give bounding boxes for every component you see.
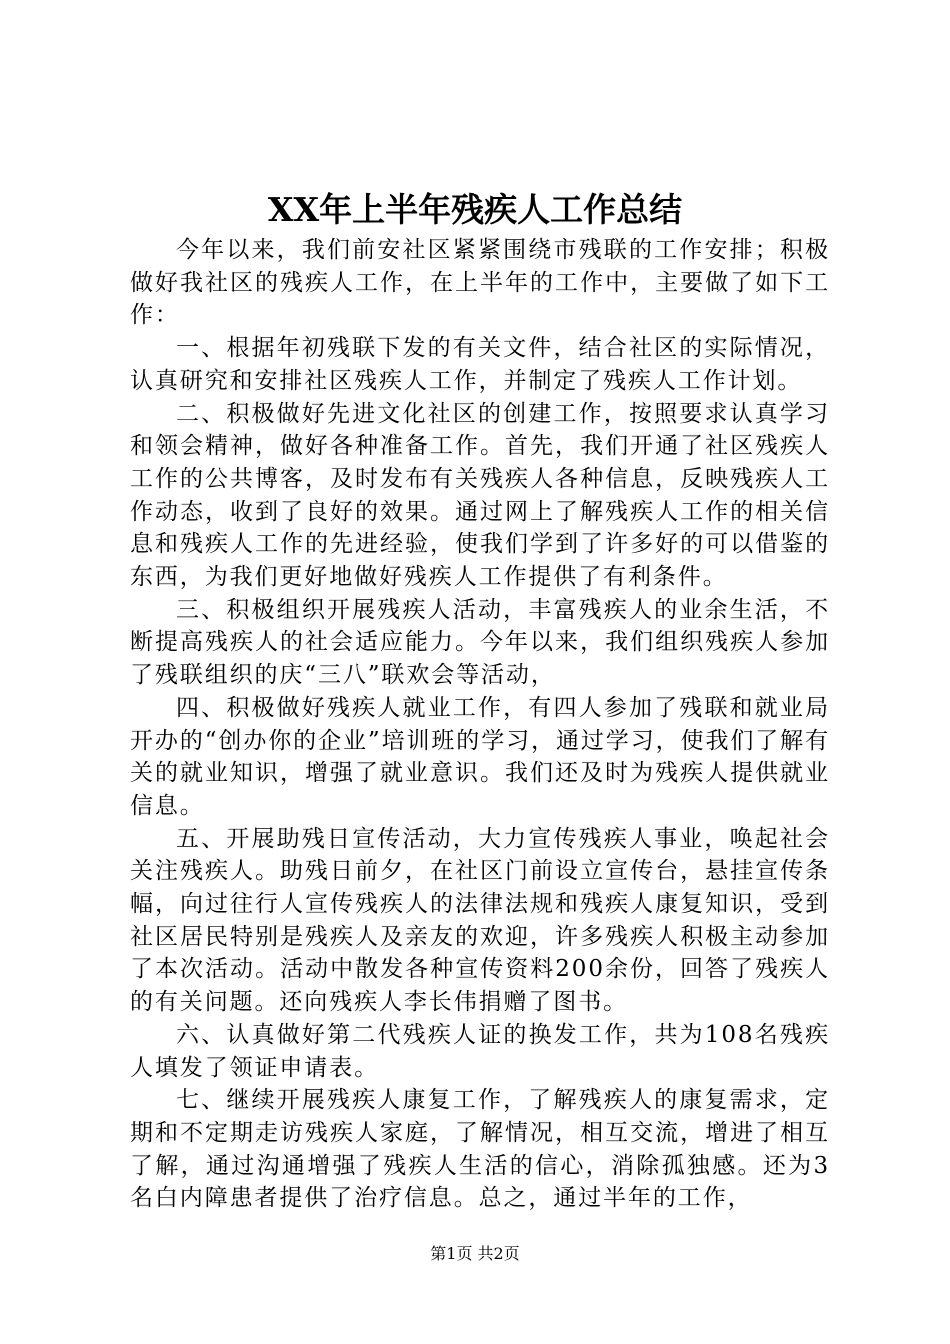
paragraph-item-5: 五、开展助残日宣传活动，大力宣传残疾人事业，唤起社会关注残疾人。助残日前夕，在社区门前设立宣传台，悬挂宣传条幅，向过往行人宣传残疾人的法律法规和残疾人康复知识，受到社区居民特别是残疾人及亲友的欢迎，许多残疾人积极主动参加了本次活动。活动中散发各种宣传资料200余份，回答了残疾人的有关问题。还向残疾人李长伟捐赠了图书。 [130, 825, 830, 1016]
page-footer: 第1页 共2页 [430, 1244, 520, 1263]
paragraph-item-7: 七、继续开展残疾人康复工作，了解残疾人的康复需求，定期和不定期走访残疾人家庭，了解情况，相互交流，增进了相互了解，通过沟通增强了残疾人生活的信心，消除孤独感。还为3名白内障患者提供了治疗信息。总之，通过半年的工作， [130, 1087, 830, 1212]
paragraph-item-3: 三、积极组织开展残疾人活动，丰富残疾人的业余生活，不断提高残疾人的社会适应能力。今年以来，我们组织残疾人参加了残联组织的庆“三八”联欢会等活动， [130, 596, 830, 689]
document-title: XX年上半年残疾人工作总结 [267, 190, 683, 229]
paragraph-item-2: 二、积极做好先进文化社区的创建工作，按照要求认真学习和领会精神，做好各种准备工作。首先，我们开通了社区残疾人工作的公共博客，及时发布有关残疾人各种信息，反映残疾人工作动态，收到了良好的效果。通过网上了解残疾人工作的相关信息和残疾人工作的先进经验，使我们学到了许多好的可以借鉴的东西，为我们更好地做好残疾人工作提供了有利条件。 [130, 400, 830, 591]
document-body [130, 234, 830, 1215]
paragraph-item-1: 一、根据年初残联下发的有关文件，结合社区的实际情况，认真研究和安排社区残疾人工作，并制定了残疾人工作计划。 [130, 335, 830, 394]
paragraph-intro: 今年以来，我们前安社区紧紧围绕市残联的工作安排；积极做好我社区的残疾人工作，在上半年的工作中，主要做了如下工作： [130, 237, 830, 329]
paragraph-item-6: 六、认真做好第二代残疾人证的换发工作，共为108名残疾人填发了领证申请表。 [130, 1021, 830, 1081]
paragraph-item-4: 四、积极做好残疾人就业工作，有四人参加了残联和就业局开办的“创办你的企业”培训班的学习，通过学习，使我们了解有关的就业知识，增强了就业意识。我们还及时为残疾人提供就业信息。 [130, 694, 830, 819]
